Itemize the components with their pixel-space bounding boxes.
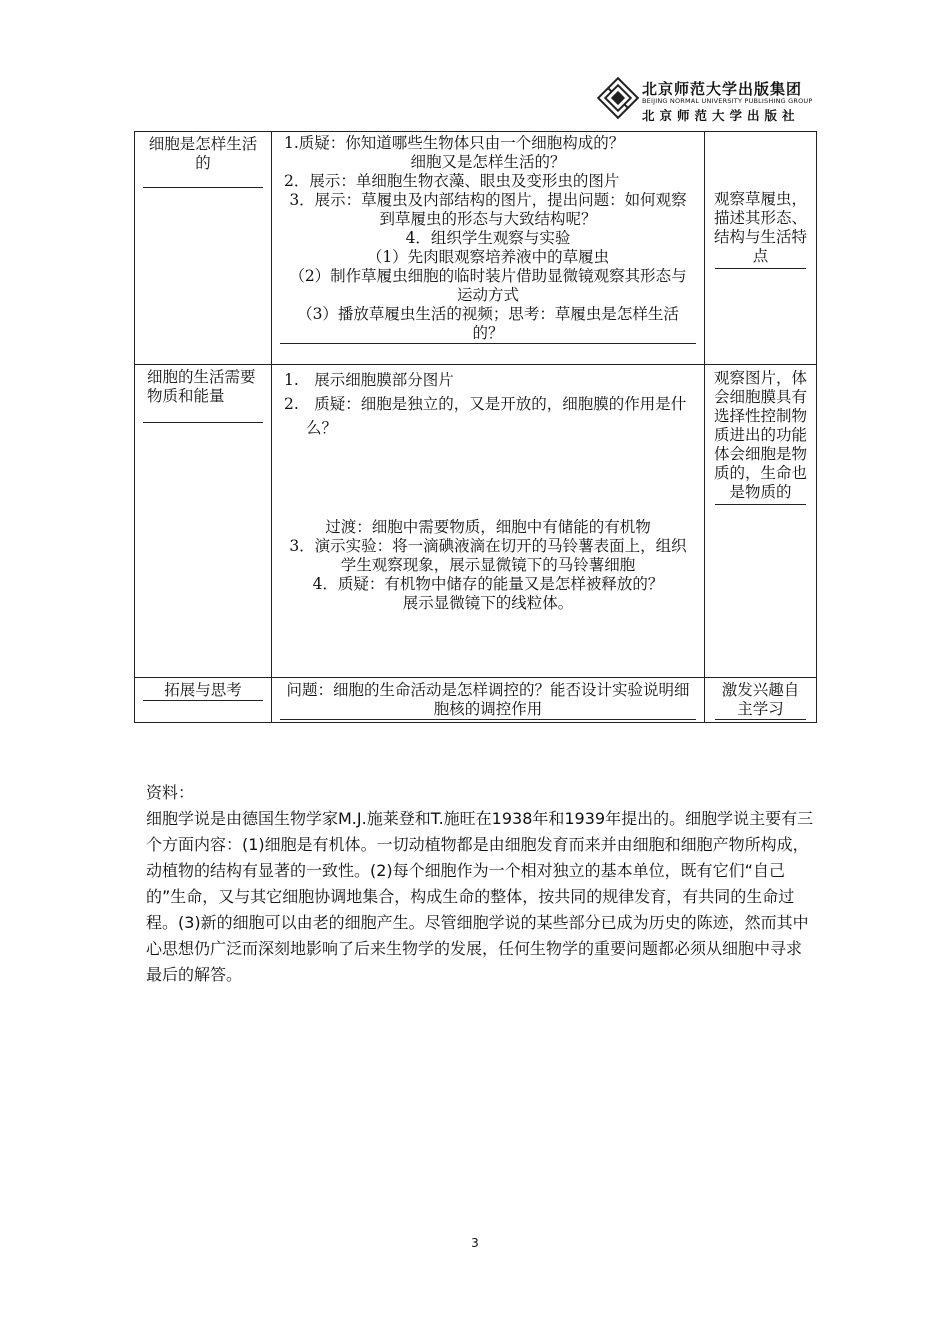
topic-text: 细胞的生活需要物质和能量 bbox=[147, 368, 256, 405]
goal-text: 激发兴趣自主学习 bbox=[721, 681, 800, 718]
content-line: 2．展示：单细胞生物衣藻、眼虫及变形虫的图片 bbox=[284, 172, 620, 190]
publisher-logo bbox=[596, 76, 816, 126]
goal-text: 观察图片，体会细胞膜具有选择性控制物质进出的功能体会细胞是物质的，生命也是物质的 bbox=[713, 369, 807, 501]
publisher-name-cn: 北京师范大学出版集团 bbox=[642, 80, 803, 98]
content-cell bbox=[272, 678, 705, 723]
content-cell bbox=[272, 365, 705, 678]
content-line: 4．组织学生观察与实验 bbox=[405, 229, 571, 247]
content-line: 1. 展示细胞膜部分图片 bbox=[284, 371, 454, 389]
topic-cell bbox=[135, 678, 272, 723]
goal-text: 观察草履虫，描述其形态、结构与生活特点 bbox=[713, 190, 807, 265]
page-number: 3 bbox=[471, 1236, 479, 1250]
content-line: 过渡：细胞中需要物质，细胞中有储能的有机物 bbox=[325, 518, 651, 536]
topic-text: 拓展与思考 bbox=[164, 681, 242, 699]
topic-text: 细胞是怎样生活的 bbox=[148, 135, 258, 172]
content-line: （3）播放草履虫生活的视频；思考：草履虫是怎样生活的？ bbox=[297, 305, 679, 342]
content-line: 4．质疑：有机物中储存的能量又是怎样被释放的？ bbox=[312, 575, 664, 593]
material-section bbox=[146, 780, 814, 988]
content-line: 3．展示：草履虫及内部结构的图片，提出问题：如何观察到草履虫的形态与大致结构呢？ bbox=[289, 191, 687, 228]
goal-cell bbox=[705, 678, 817, 723]
material-heading: 资料： bbox=[146, 783, 195, 802]
content-line: 问题：细胞的生命活动是怎样调控的？能否设计实验说明细胞核的调控作用 bbox=[286, 681, 690, 718]
goal-cell bbox=[705, 132, 817, 365]
lesson-table bbox=[134, 131, 817, 723]
publisher-subname-cn: 北京师范大学出版社 bbox=[642, 108, 800, 123]
topic-cell bbox=[135, 132, 272, 365]
content-line: （2）制作草履虫细胞的临时装片借助显微镜观察其形态与运动方式 bbox=[289, 267, 687, 304]
content-line: 2. 质疑：细胞是独立的，又是开放的，细胞膜的作用是什么？ bbox=[284, 395, 687, 437]
content-line: 展示显微镜下的线粒体。 bbox=[402, 594, 574, 612]
topic-cell bbox=[135, 365, 272, 678]
content-line: （1）先肉眼观察培养液中的草履虫 bbox=[366, 248, 610, 266]
publisher-name-en: BEIJING NORMAL UNIVERSITY PUBLISHING GROUP bbox=[642, 97, 813, 105]
content-line: 细胞又是怎样生活的？ bbox=[410, 153, 566, 171]
goal-cell bbox=[705, 365, 817, 678]
table-row bbox=[135, 365, 817, 678]
publisher-emblem-icon bbox=[596, 76, 640, 120]
content-line: 3．演示实验：将一滴碘液滴在切开的马铃薯表面上，组织学生观察现象，展示显微镜下的马铃薯细胞 bbox=[289, 537, 687, 574]
material-body: 细胞学说是由德国生物学家M.J.施莱登和T.施旺在1938年和1939年提出的。细胞学说主要有三个方面内容：(1)细胞是有机体。一切动植物都是由细胞发育而来并由细胞和细胞产物所构成，动植物的结构有显著的一致性。(2)每个细胞作为一个相对独立的基本单位，既有它们“自己的”生命，又与其它细胞协调地集合，构成生命的整体，按共同的规律发育，有共同的生命过程。(3)新的细胞可以由老的细胞产生。尽管细胞学说的某些部分已成为历史的陈迹，然而其中心思想仍广泛而深刻地影响了后来生物学的发展，任何生物学的重要问题都必须从细胞中寻求最后的解答。 bbox=[146, 809, 814, 984]
table-row bbox=[135, 132, 817, 365]
table-row bbox=[135, 678, 817, 723]
content-line: 1.质疑：你知道哪些生物体只由一个细胞构成的？ bbox=[284, 134, 625, 152]
content-cell bbox=[272, 132, 705, 365]
